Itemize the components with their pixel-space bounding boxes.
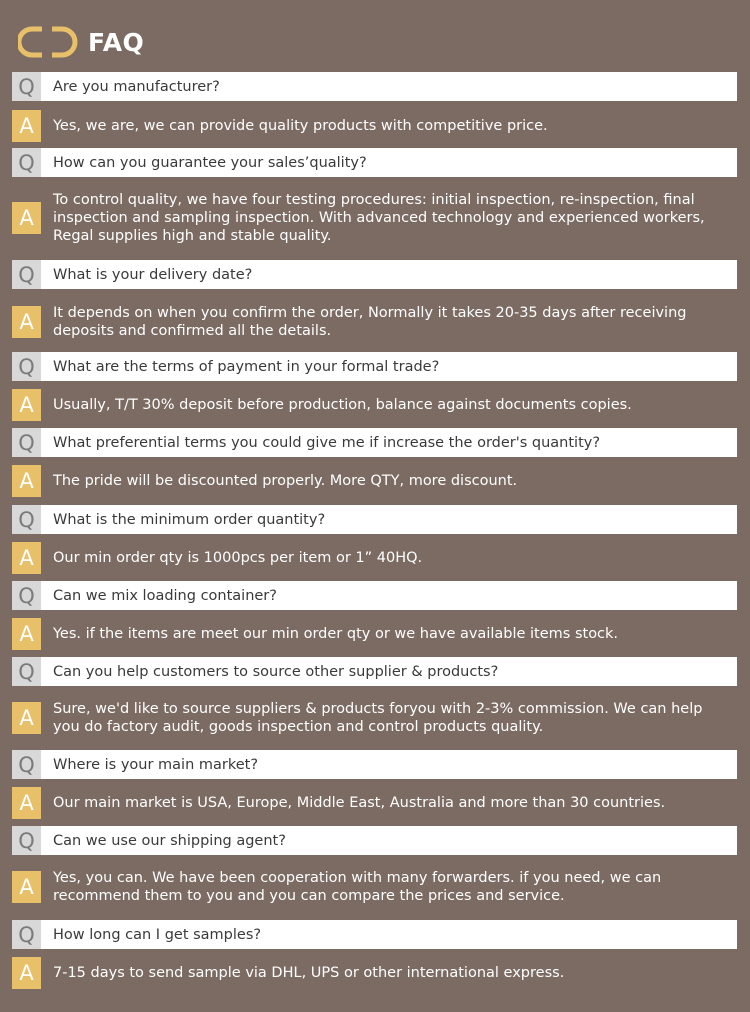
answer-text: Sure, we'd like to source suppliers & products foryou with 2-3% commission. We can help you do factory audit, goods inspection and control products quality.: [53, 701, 703, 735]
faq-answer: [12, 787, 737, 819]
answer-badge: A: [12, 957, 41, 989]
answer-badge: A: [12, 306, 41, 338]
question-badge: Q: [12, 428, 41, 457]
faq-answer: [12, 866, 737, 908]
answer-text: Our min order qty is 1000pcs per item or 1” 40HQ.: [53, 550, 423, 566]
question-text: What are the terms of payment in your formal trade?: [53, 358, 440, 375]
faq-question: [12, 750, 737, 779]
answer-text: 7-15 days to send sample via DHL, UPS or other international express.: [53, 965, 565, 981]
page-title: FAQ: [88, 27, 145, 57]
faq-question: [12, 581, 737, 610]
faq-answer: [12, 302, 737, 342]
question-text: What preferential terms you could give me if increase the order's quantity?: [53, 434, 601, 451]
faq-question: [12, 920, 737, 949]
faq-question: [12, 352, 737, 381]
faq-question: [12, 826, 737, 855]
faq-answer: [12, 188, 737, 248]
faq-question: [12, 428, 737, 457]
question-text: Can we mix loading container?: [53, 587, 277, 604]
question-text: How long can I get samples?: [53, 926, 262, 943]
faq-answer: [12, 110, 737, 142]
answer-text: Yes. if the items are meet our min order qty or we have available items stock.: [53, 626, 619, 642]
answer-badge: A: [12, 871, 41, 903]
question-badge: Q: [12, 657, 41, 686]
question-badge: Q: [12, 826, 41, 855]
answer-badge: A: [12, 702, 41, 734]
question-text: Where is your main market?: [53, 756, 259, 773]
faq-answer: [12, 465, 737, 497]
faq-question: [12, 72, 737, 101]
question-badge: Q: [12, 920, 41, 949]
question-text: Can you help customers to source other supplier & products?: [53, 663, 499, 680]
question-badge: Q: [12, 581, 41, 610]
faq-question: [12, 505, 737, 534]
answer-badge: A: [12, 389, 41, 421]
answer-text: It depends on when you confirm the order, Normally it takes 20-35 days after receiving deposits and confirmed all the details.: [53, 305, 687, 339]
cd-logo-icon: [18, 24, 78, 60]
header: [18, 22, 144, 62]
question-text: Can we use our shipping agent?: [53, 832, 286, 849]
faq-answer: [12, 389, 737, 421]
question-badge: Q: [12, 148, 41, 177]
answer-badge: A: [12, 787, 41, 819]
faq-question: [12, 148, 737, 177]
question-badge: Q: [12, 352, 41, 381]
answer-badge: A: [12, 542, 41, 574]
faq-question: [12, 657, 737, 686]
faq-answer: [12, 697, 737, 739]
answer-badge: A: [12, 618, 41, 650]
answer-text: Yes, we are, we can provide quality products with competitive price.: [53, 118, 548, 134]
question-badge: Q: [12, 72, 41, 101]
answer-text: Usually, T/T 30% deposit before production, balance against documents copies.: [53, 397, 632, 413]
faq-answer: [12, 618, 737, 650]
answer-badge: A: [12, 110, 41, 142]
faq-answer: [12, 542, 737, 574]
answer-text: Yes, you can. We have been cooperation with many forwarders. if you need, we can recommend them to you and you can compare the prices and service.: [53, 870, 662, 904]
question-text: Are you manufacturer?: [53, 78, 220, 95]
question-badge: Q: [12, 505, 41, 534]
answer-badge: A: [12, 465, 41, 497]
question-badge: Q: [12, 750, 41, 779]
question-text: How can you guarantee your sales’quality?: [53, 154, 367, 171]
answer-badge: A: [12, 202, 41, 234]
question-badge: Q: [12, 260, 41, 289]
question-text: What is the minimum order quantity?: [53, 511, 326, 528]
faq-answer: [12, 957, 737, 989]
answer-text: Our main market is USA, Europe, Middle East, Australia and more than 30 countries.: [53, 795, 666, 811]
answer-text: To control quality, we have four testing procedures: initial inspection, re-inspection, final inspection and sampling inspection. With advanced technology and experienced workers, Regal supplies high and stable quality.: [53, 192, 705, 244]
question-text: What is your delivery date?: [53, 266, 253, 283]
answer-text: The pride will be discounted properly. More QTY, more discount.: [53, 473, 518, 489]
faq-question: [12, 260, 737, 289]
